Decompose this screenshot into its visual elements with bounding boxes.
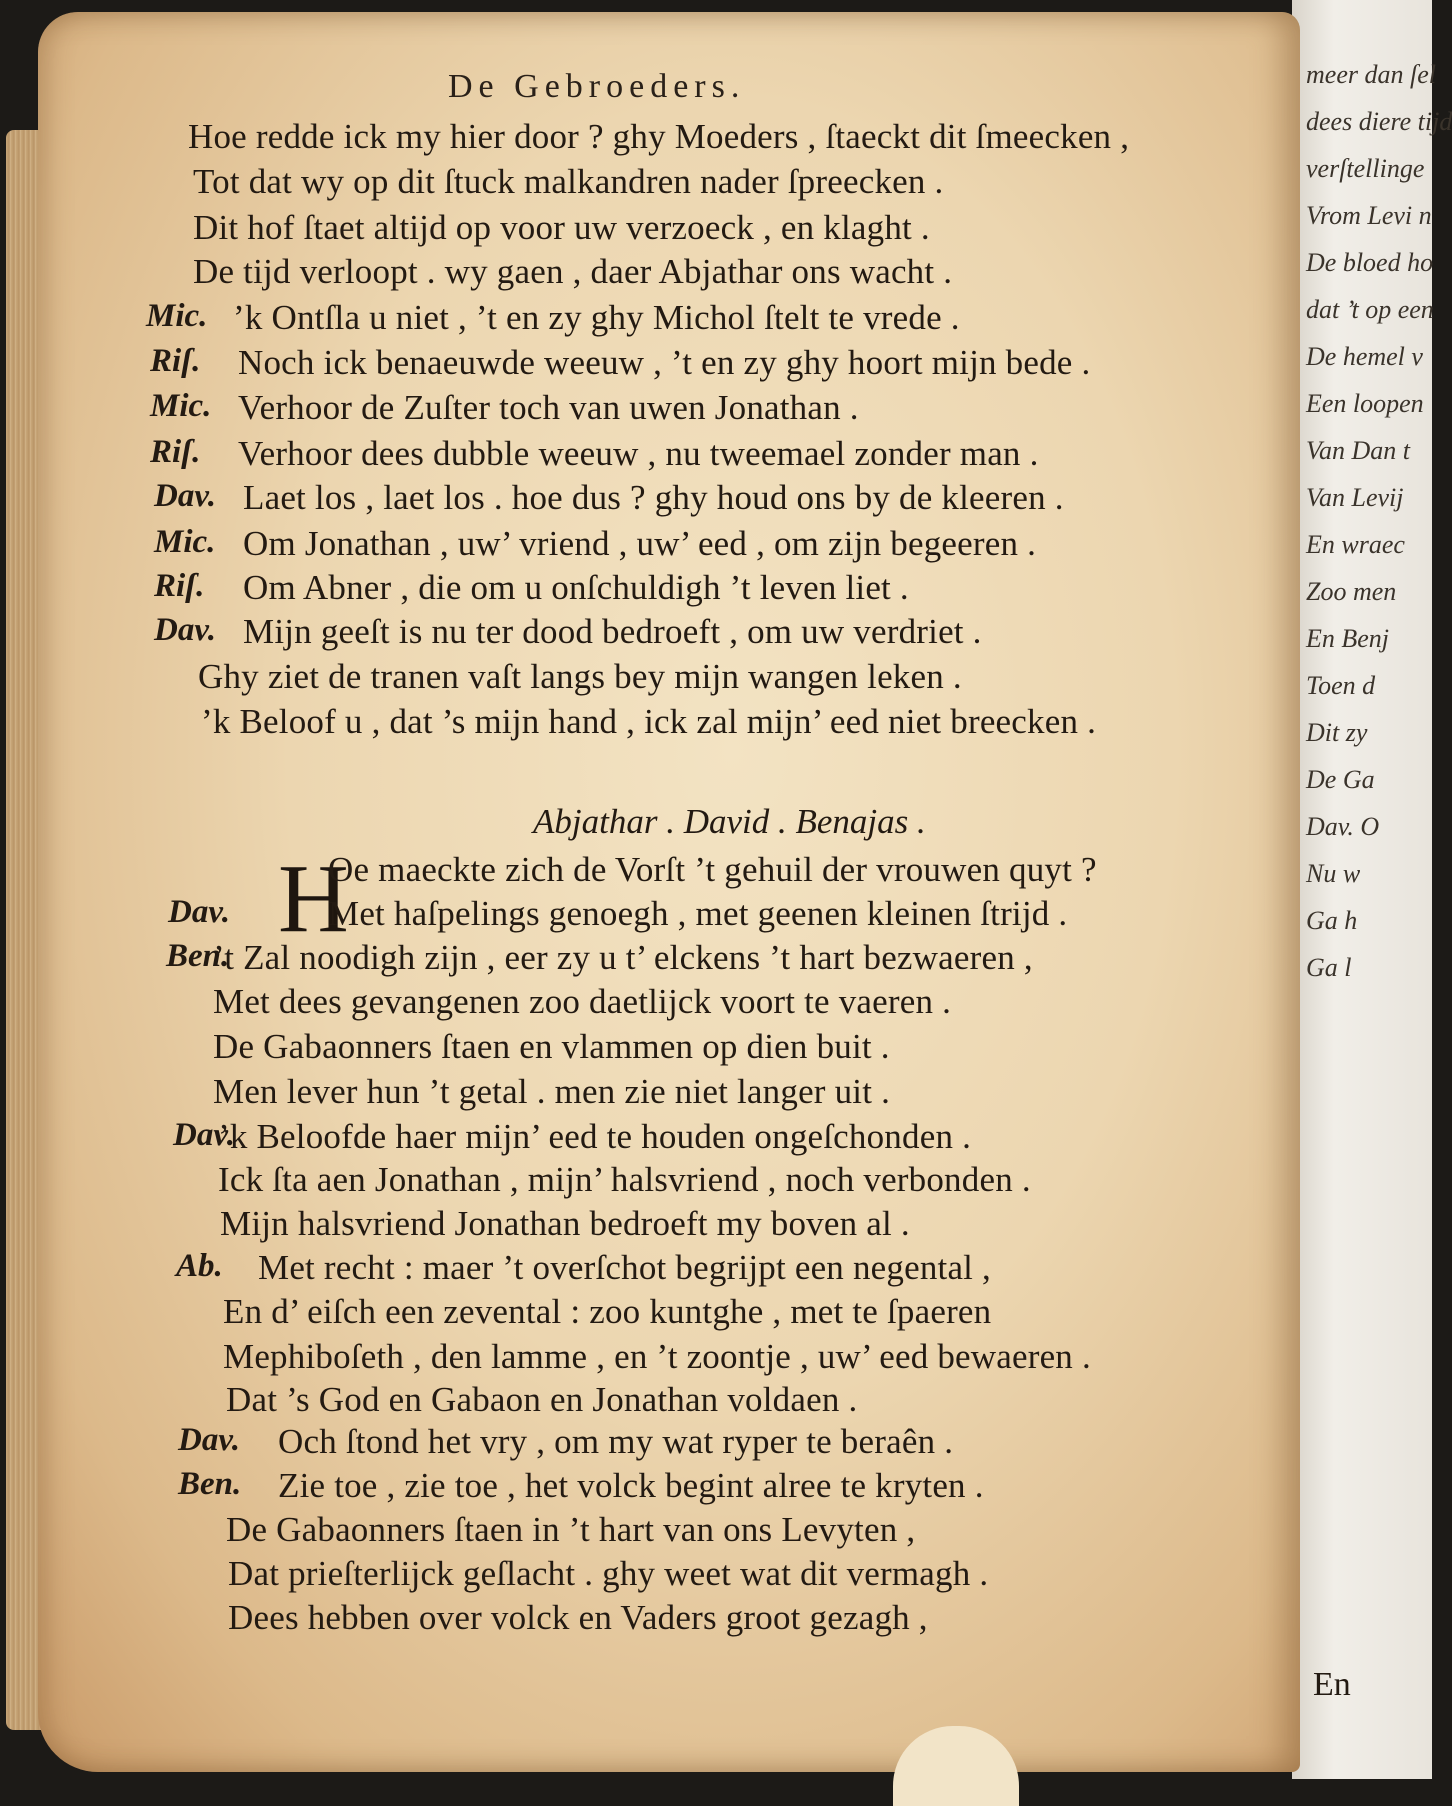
speaker-label: Mic. (146, 298, 208, 334)
facing-page-fragment: Een loopen (1306, 389, 1424, 418)
verse-line: Och ſtond het vry , om my wat ryper te beraên . (278, 1422, 954, 1461)
facing-page (1292, 0, 1452, 1779)
scene-heading: Abjathar . David . Benajas . (533, 802, 926, 841)
verse-line: Dees hebben over volck en Vaders groot gezagh , (228, 1598, 928, 1637)
facing-page-fragment: Vrom Levi n (1306, 201, 1432, 230)
speaker-label: Dav. (178, 1422, 241, 1458)
speaker-label: Ben. (178, 1466, 242, 1502)
facing-page-fragment: Van Dan t (1306, 436, 1410, 465)
verse-line: Verhoor dees dubble weeuw , nu tweemael zonder man . (238, 434, 1039, 473)
speaker-label: Ben. (166, 938, 230, 974)
verse-line: Met dees gevangenen zoo daetlijck voort te vaeren . (213, 982, 952, 1021)
verse-line: Mephiboſeth , den lamme , en ’t zoontje , uw’ eed bewaeren . (223, 1337, 1091, 1376)
verse-line: Zie toe , zie toe , het volck begint alree te kryten . (278, 1466, 984, 1505)
speaker-label: Riſ. (150, 434, 201, 470)
verse-line: Mijn halsvriend Jonathan bedroeft my boven al . (220, 1204, 910, 1243)
speaker-label: Dav. (173, 1117, 236, 1153)
speaker-label: Dav. (154, 612, 217, 648)
speaker-label: Dav. (154, 478, 217, 514)
verse-line: Ick ſta aen Jonathan , mijn’ halsvriend , noch verbonden . (218, 1160, 1031, 1199)
speaker-label: Dav. (168, 894, 231, 930)
facing-page-fragment: En Benj (1306, 624, 1390, 653)
verse-line: ’k Beloofde haer mijn’ eed te houden ongeſchonden . (218, 1117, 972, 1156)
facing-page-fragment: Nu w (1306, 859, 1361, 888)
verse-line: ’k Beloof u , dat ’s mijn hand , ick zal mijn’ eed niet breecken . (201, 702, 1097, 741)
verse-line: Mijn geeſt is nu ter dood bedroeft , om uw verdriet . (243, 612, 982, 651)
facing-page-fragment: Dit zy (1306, 718, 1368, 747)
verse-line: ’k Ontſla u niet , ’t en zy ghy Michol ſtelt te vrede . (233, 298, 960, 337)
verse-line: Verhoor de Zuſter toch van uwen Jonathan . (238, 388, 859, 427)
facing-page-fragment: Toen d (1306, 671, 1376, 700)
verse-line: Men lever hun ’t getal . men zie niet langer uit . (213, 1072, 891, 1111)
verse-line: Dit hof ſtaet altijd op voor uw verzoeck , en klaght . (193, 208, 930, 247)
facing-page-fragment: dat ’t op een (1306, 295, 1434, 324)
verse-line: De Gabaonners ſtaen en vlammen op dien buit . (213, 1027, 890, 1066)
facing-page-fragment: verſtellinge (1306, 154, 1425, 183)
verse-line: Om Abner , die om u onſchuldigh ’t leven liet . (243, 568, 909, 607)
verse-line: Oe maeckte zich de Vorſt ’t gehuil der vrouwen quyt ? (328, 850, 1097, 889)
verse-line: Met recht : maer ’t overſchot begrijpt een negental , (258, 1248, 992, 1287)
verse-line: Tot dat wy op dit ſtuck malkandren nader ſpreecken . (193, 162, 944, 201)
facing-page-fragment: De hemel v (1306, 342, 1423, 371)
verse-line: Hoe redde ick my hier door ? ghy Moeders , ſtaeckt dit ſmeecken , (188, 117, 1130, 156)
verse-line: Laet los , laet los . hoe dus ? ghy houd ons by de kleeren . (243, 478, 1064, 517)
catchword: En (1313, 1666, 1351, 1703)
verse-line: Dat prieſterlijck geſlacht . ghy weet wat dit vermagh . (228, 1554, 989, 1593)
speaker-label: Mic. (154, 524, 216, 560)
facing-page-fragment: De bloed ho (1306, 248, 1434, 277)
facing-page-fragment: Ga l (1306, 953, 1352, 982)
speaker-label: Ab. (176, 1248, 223, 1284)
verse-line: Met haſpelings genoegh , met geenen kleinen ſtrijd . (328, 894, 1068, 933)
verse-line: De tijd verloopt . wy gaen , daer Abjathar ons wacht . (193, 252, 953, 291)
verse-line: Ghy ziet de tranen vaſt langs bey mijn wangen leken . (198, 657, 962, 696)
speaker-label: Riſ. (150, 343, 201, 379)
facing-page-fragment: Dav. O (1306, 812, 1380, 841)
verse-line: En d’ eiſch een zevental : zoo kuntghe , met te ſpaeren (223, 1292, 992, 1331)
running-head: De Gebroeders. (448, 68, 746, 105)
facing-page-fragment: Zoo men (1306, 577, 1397, 606)
facing-page-fragment: dees diere tijd (1306, 107, 1452, 136)
drop-cap: H (278, 845, 349, 953)
speaker-label: Riſ. (154, 568, 205, 604)
speaker-label: Mic. (150, 388, 212, 424)
verse-line: ’t Zal noodigh zijn , eer zy u t’ elckens ’t hart bezwaeren , (213, 938, 1033, 977)
facing-page-fragment: Ga h (1306, 906, 1358, 935)
verse-line: Noch ick benaeuwde weeuw , ’t en zy ghy hoort mijn bede . (238, 343, 1091, 382)
facing-page-fragment: meer dan ſel (1306, 60, 1436, 89)
facing-page-fragment: En wraec (1306, 530, 1405, 559)
verse-line: De Gabaonners ſtaen in ’t hart van ons Levyten , (226, 1510, 916, 1549)
verse-line: Dat ’s God en Gabaon en Jonathan voldaen . (226, 1380, 858, 1419)
facing-page-fragment: Van Levij (1306, 483, 1404, 512)
verse-line: Om Jonathan , uw’ vriend , uw’ eed , om zijn begeeren . (243, 524, 1037, 563)
facing-page-fragment: De Ga (1306, 765, 1375, 794)
